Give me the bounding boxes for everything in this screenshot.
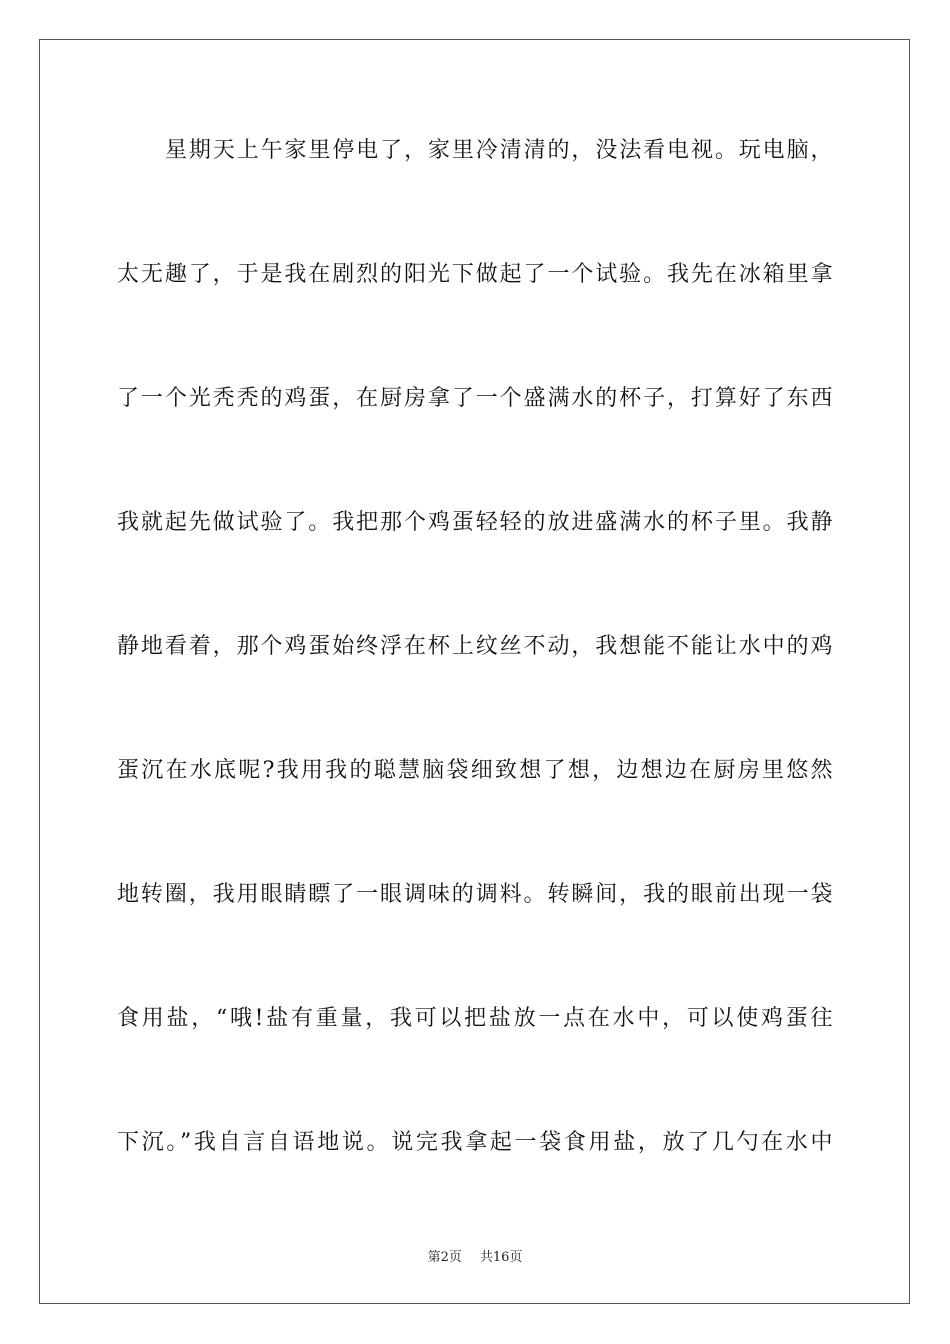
paragraph-line-1: 星期天上午家里停电了，家里冷清清的，没法看电视。玩电脑，	[165, 138, 833, 163]
paragraph-line-3: 了一个光秃秃的鸡蛋，在厨房拿了一个盛满水的杯子，打算好了东西	[117, 386, 833, 411]
paragraph-line-2: 太无趣了，于是我在剧烈的阳光下做起了一个试验。我先在冰箱里拿	[117, 262, 833, 287]
page-total: 共16页	[479, 1250, 523, 1265]
paragraph-line-6: 蛋沉在水底呢?我用我的聪慧脑袋细致想了想，边想边在厨房里悠然	[117, 758, 833, 783]
page-footer	[0, 1246, 950, 1265]
paragraph-line-4: 我就起先做试验了。我把那个鸡蛋轻轻的放进盛满水的杯子里。我静	[117, 510, 833, 535]
paragraph-line-5: 静地看着，那个鸡蛋始终浮在杯上纹丝不动，我想能不能让水中的鸡	[117, 634, 833, 659]
paragraph-line-9: 下沉。”我自言自语地说。说完我拿起一袋食用盐，放了几勺在水中	[117, 1130, 833, 1155]
paragraph-line-8: 食用盐，“哦!盐有重量，我可以把盐放一点在水中，可以使鸡蛋往	[117, 1006, 833, 1031]
paragraph-line-7: 地转圈，我用眼睛瞟了一眼调味的调料。转瞬间，我的眼前出现一袋	[117, 882, 833, 907]
page-border	[39, 39, 910, 1304]
page-number: 第2页	[427, 1250, 462, 1265]
